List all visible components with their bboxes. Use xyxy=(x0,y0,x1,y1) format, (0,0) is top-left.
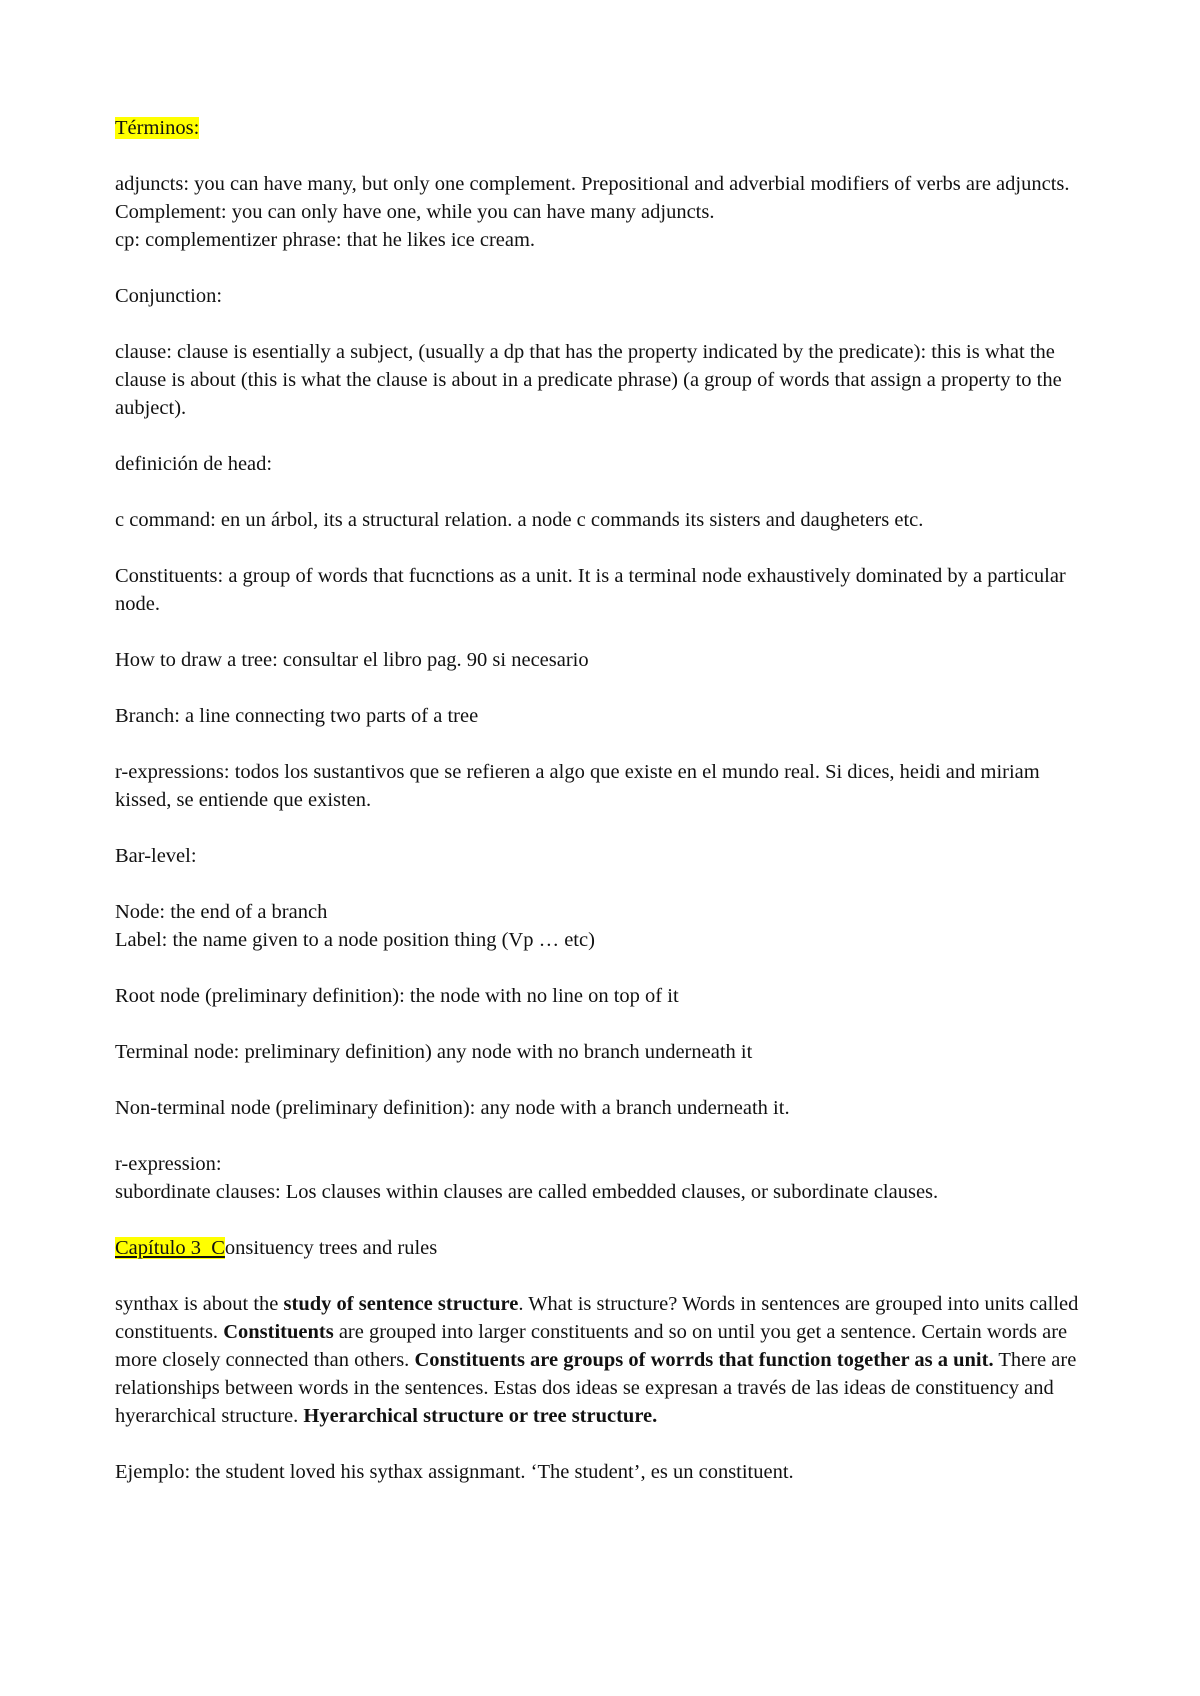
synthax-text-3: are grouped into larger constituents and so on until you get a sentence. Certain words are more closely connected than others. xyxy=(115,1321,1068,1371)
synthax-bold-3: Constituents are groups of worrds that function together as a unit. xyxy=(414,1349,994,1371)
clause-definition: clause: clause is esentially a subject, (usually a dp that has the property indicated by the predicate): this is what the clause is about (this is what the clause is about in a predicate phrase) (a group of words that assign a property to the aubject). xyxy=(115,341,1062,419)
label-definition: Label: the name given to a node position thing (Vp … etc) xyxy=(115,929,595,951)
adjuncts-definition: adjuncts: you can have many, but only one complement. Prepositional and adverbial modifiers of verbs are adjuncts. xyxy=(115,173,1070,195)
synthax-paragraph xyxy=(115,1290,1095,1430)
chapter-label-tail: C xyxy=(200,1237,225,1259)
r-expression-term: r-expression: xyxy=(115,1153,222,1175)
synthax-text-2: . What is structure? Words in sentences are grouped into units called constituents. xyxy=(115,1293,1079,1343)
node-definition: Node: the end of a branch xyxy=(115,901,328,923)
synthax-text-1: synthax is about the xyxy=(115,1293,284,1315)
head-definition: definición de head: xyxy=(115,453,273,475)
definitions-block-1 xyxy=(115,170,1095,254)
document-page xyxy=(115,114,1095,1514)
branch-definition: Branch: a line connecting two parts of a tree xyxy=(115,705,479,727)
terminal-node-definition: Terminal node: preliminary definition) any node with no branch underneath it xyxy=(115,1041,753,1063)
subordinate-clauses-definition: subordinate clauses: Los clauses within clauses are called embedded clauses, or subordinate clauses. xyxy=(115,1181,939,1203)
chapter-heading xyxy=(115,1234,1095,1262)
terminos-heading-text: Términos: xyxy=(115,117,200,139)
bar-level-term: Bar-level: xyxy=(115,845,197,867)
how-to-draw-tree: How to draw a tree: consultar el libro pag. 90 si necesario xyxy=(115,649,589,671)
chapter-label xyxy=(115,1237,225,1259)
conjunction-term: Conjunction: xyxy=(115,285,223,307)
non-terminal-node-definition: Non-terminal node (preliminary definition): any node with a branch underneath it. xyxy=(115,1097,790,1119)
synthax-bold-1: study of sentence structure xyxy=(283,1293,519,1315)
synthax-bold-4: Hyerarchical structure or tree structure. xyxy=(303,1405,658,1427)
complement-definition: Complement: you can only have one, while you can have many adjuncts. xyxy=(115,201,715,223)
root-node-definition: Root node (preliminary definition): the node with no line on top of it xyxy=(115,985,679,1007)
terminos-heading xyxy=(115,114,1095,142)
synthax-text-4: There are relationships between words in the sentences. Estas dos ideas se expresan a través de las ideas de constituency and hyerarchical structure. xyxy=(115,1349,1077,1427)
chapter-label-text: Capítulo 3 xyxy=(115,1237,201,1259)
cp-definition: cp: complementizer phrase: that he likes ice cream. xyxy=(115,229,536,251)
node-label-block xyxy=(115,898,1095,954)
chapter-title: onsituency trees and rules xyxy=(224,1237,438,1259)
ejemplo-paragraph: Ejemplo: the student loved his sythax assignmant. ‘The student’, es un constituent. xyxy=(115,1461,794,1483)
constituents-definition: Constituents: a group of words that fucnctions as a unit. It is a terminal node exhaustively dominated by a particular node. xyxy=(115,565,1066,615)
r-expressions-definition: r-expressions: todos los sustantivos que se refieren a algo que existe en el mundo real. Si dices, heidi and miriam kissed, se entiende que existen. xyxy=(115,761,1040,811)
synthax-bold-2: Constituents xyxy=(223,1321,334,1343)
c-command-definition: c command: en un árbol, its a structural relation. a node c commands its sisters and daugheters etc. xyxy=(115,509,924,531)
subordinate-block xyxy=(115,1150,1095,1206)
